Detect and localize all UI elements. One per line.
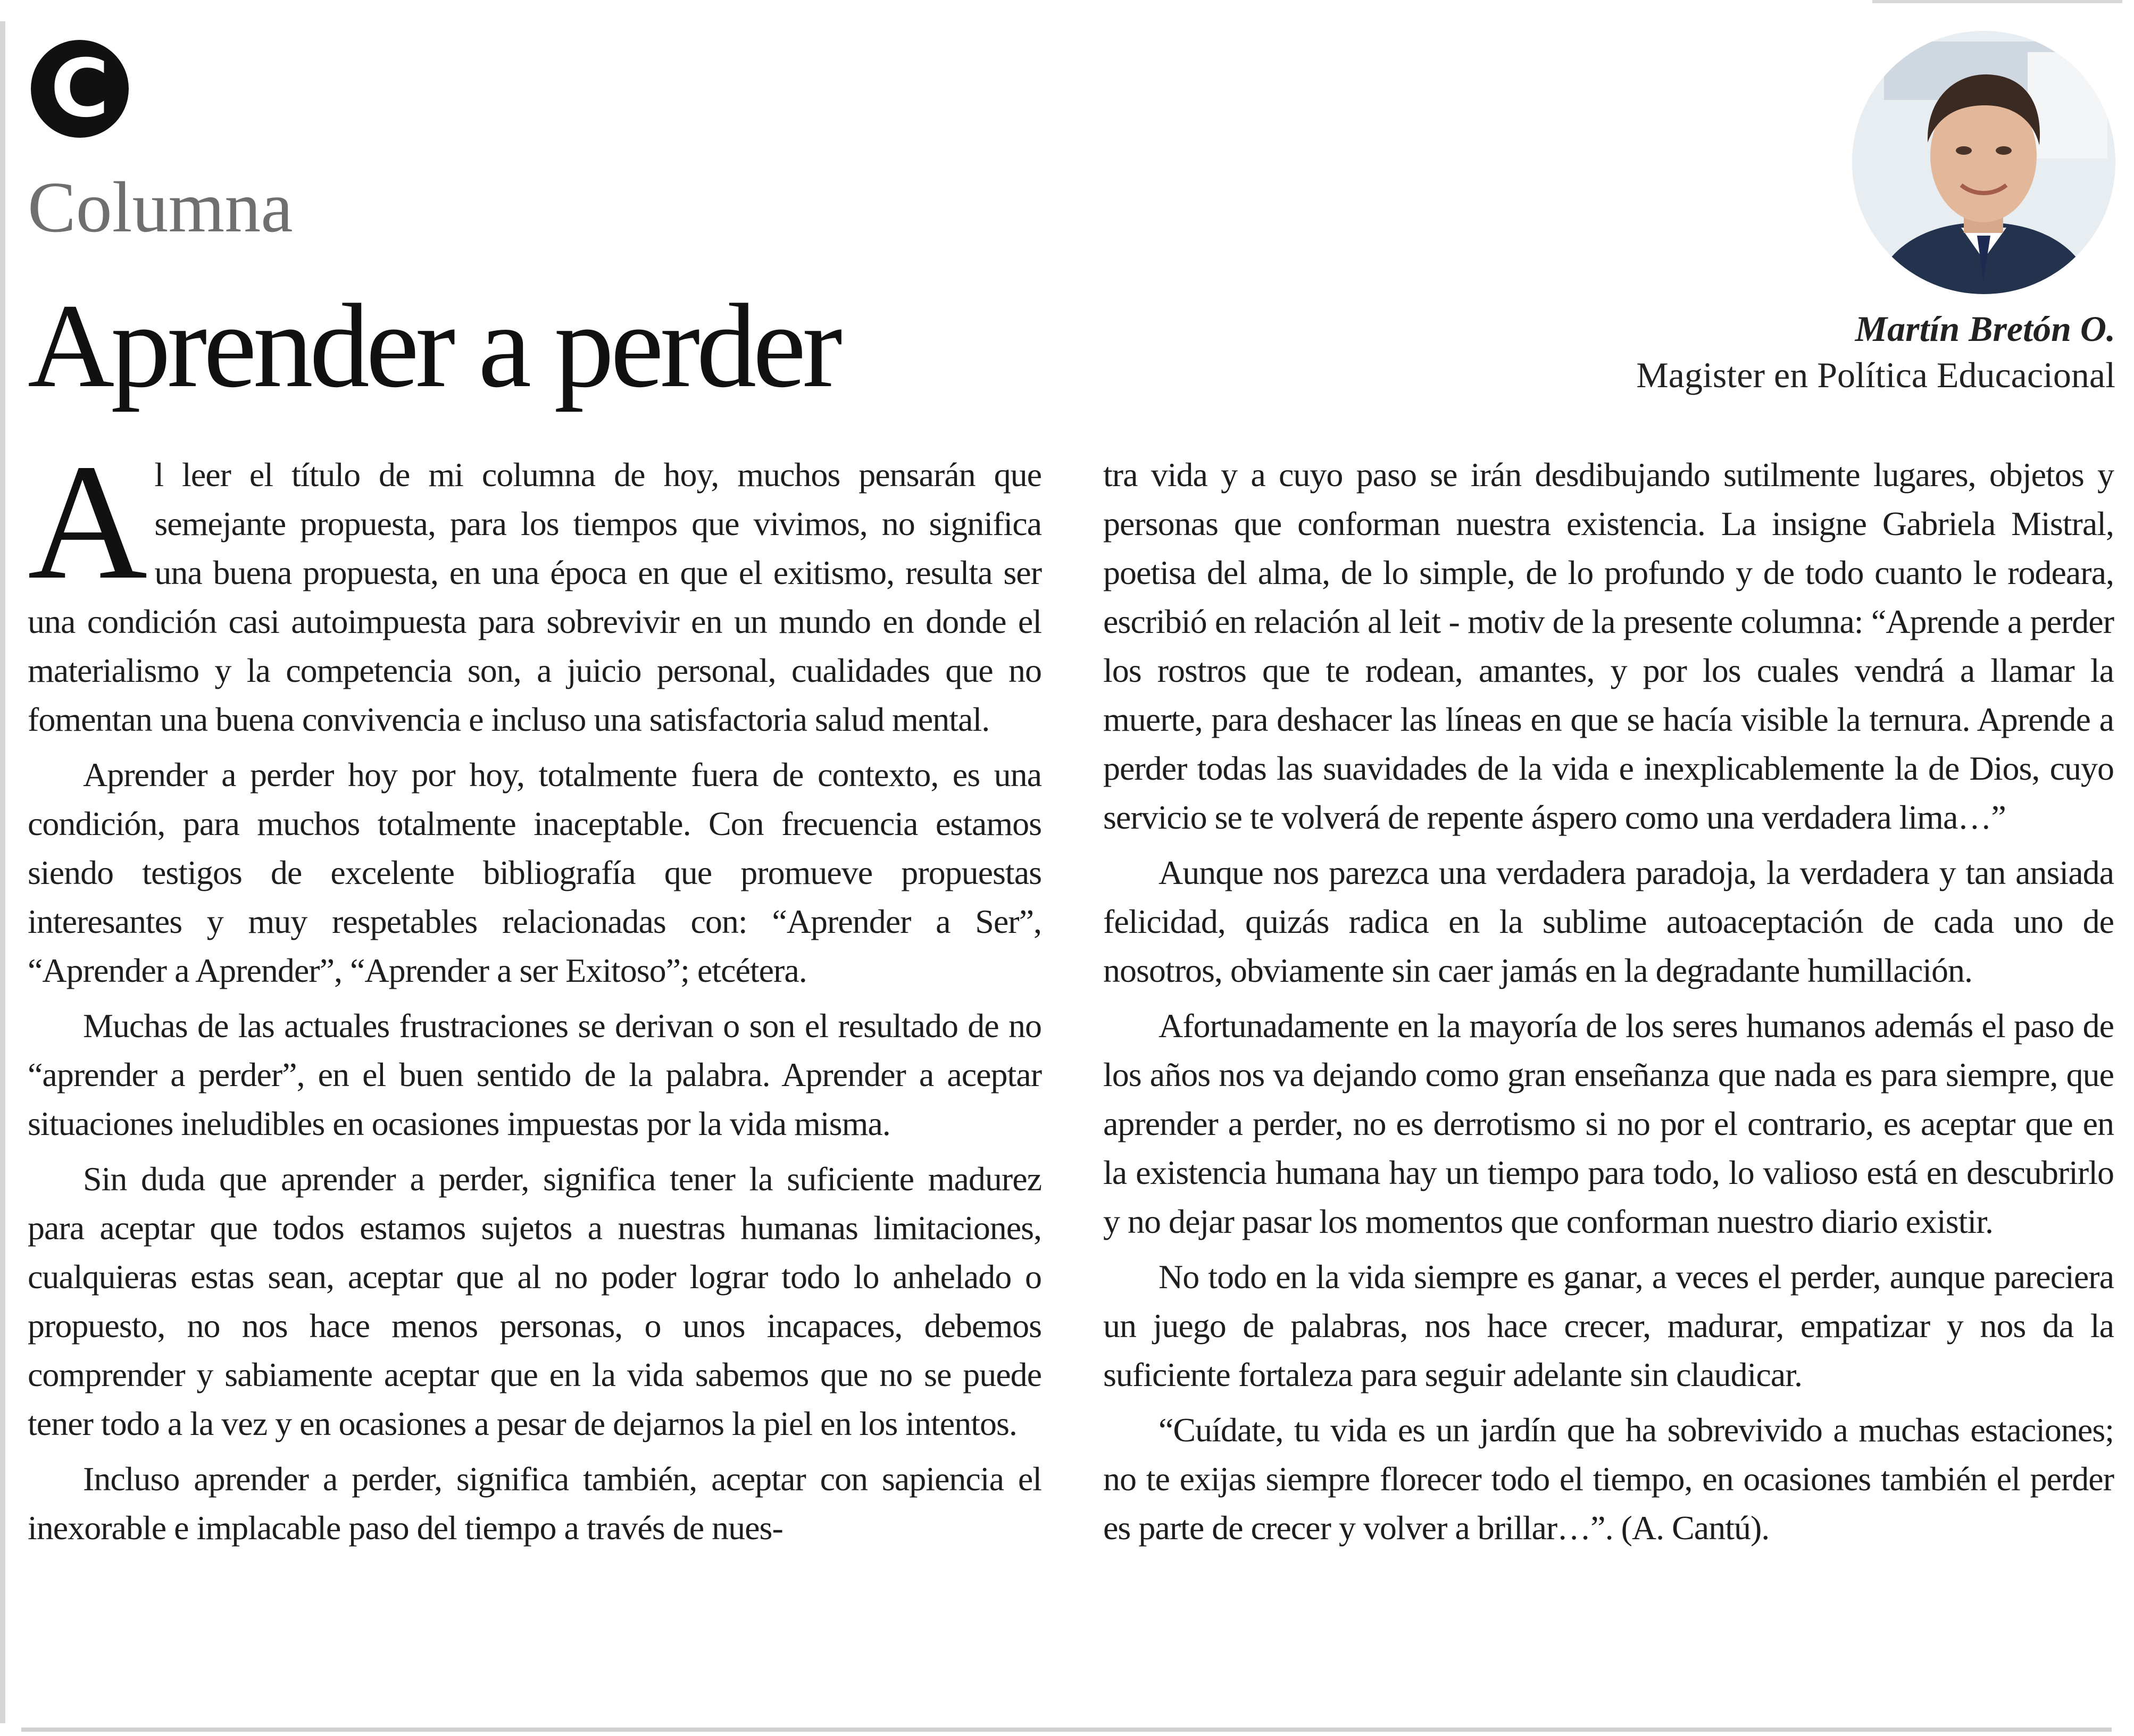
author-name: Martín Bretón O. [1855, 308, 2115, 349]
article-paragraph: Muchas de las actuales frustraciones se derivan o son el resultado de no “aprender a perder”, en el buen sentido de la palabra. Aprender a aceptar situaciones ineludibles en ocasiones impuestas por la vida misma. [28, 1007, 1041, 1142]
drop-cap: A [28, 430, 147, 614]
section-badge: C [31, 40, 129, 138]
article-column-right [1103, 450, 2114, 1559]
paragraph-text: l leer el título de mi columna de hoy, muchos pensarán que semejante propuesta, para los tiempos que vivimos, no significa una buena propuesta, en una época en que el exitismo, resulta ser una condición casi autoimpuesta para sobrevivir en un mundo en donde el materialismo y la competencia son, a juicio personal, cualidades que no fomentan una buena convivencia e incluso una satisfactoria salud mental. [28, 456, 1041, 738]
author-title: Magister en Política Educacional [1636, 355, 2115, 395]
article-paragraph [28, 430, 1041, 744]
article-paragraph: Afortunadamente en la mayoría de los seres humanos además el paso de los años nos va dejando como gran enseñanza que nada es para siempre, que aprender a perder, no es derrotismo si no por el contrario, es aceptar que en la existencia humana hay un tiempo para todo, lo valioso está en descubrirlo y no dejar pasar los momentos que conforman nuestro diario existir. [1103, 1007, 2114, 1240]
author-portrait-graphic [1852, 31, 2115, 294]
page-edge-top [1872, 0, 2122, 3]
section-label: Columna [28, 168, 293, 247]
article-paragraph: Incluso aprender a perder, significa también, aceptar con sapiencia el inexorable e implacable paso del tiempo a través de nues- [28, 1460, 1041, 1547]
article-headline: Aprender a perder [28, 279, 839, 412]
author-portrait-icon [1852, 31, 2115, 294]
page-edge-bottom [21, 1727, 2112, 1732]
page-edge-left [0, 21, 5, 1723]
article-paragraph: Aunque nos parezca una verdadera paradoja, la verdadera y tan ansiada felicidad, quizás radica en la sublime autoaceptación de cada uno de nosotros, obviamente sin caer jamás en la degradante humillación. [1103, 854, 2114, 989]
article-paragraph: Aprender a perder hoy por hoy, totalmente fuera de contexto, es una condición, para muchos totalmente inaceptable. Con frecuencia estamos siendo testigos de excelente bibliografía que promueve propuestas interesantes y muy respetables relacionadas con: “Aprender a Ser”, “Aprender a Aprender”, “Aprender a ser Exitoso”; etcétera. [28, 756, 1041, 989]
article-paragraph: “Cuídate, tu vida es un jardín que ha sobrevivido a muchas estaciones; no te exijas siempre florecer todo el tiempo, en ocasiones también el perder es parte de crecer y volver a brillar…”. (A. Cantú). [1103, 1411, 2114, 1547]
article-paragraph: tra vida y a cuyo paso se irán desdibujando sutilmente lugares, objetos y personas que conforman nuestra existencia. La insigne Gabriela Mistral, poetisa del alma, de lo simple, de lo profundo y de todo cuanto le rodeara, escribió en relación al leit - motiv de la presente columna: “Aprende a perder los rostros que te rodean, amantes, y por los cuales vendrá a llamar la muerte, para deshacer las líneas en que se hacía visible la ternura. Aprende a perder todas las suavidades de la vida e inexplicablemente la de Dios, cuyo servicio se te volverá de repente áspero como una verdadera lima…” [1103, 456, 2114, 836]
article-paragraph: No todo en la vida siempre es ganar, a veces el perder, aunque pareciera un juego de palabras, nos hace crecer, madurar, empatizar y nos da la suficiente fortaleza para seguir adelante sin claudicar. [1103, 1258, 2114, 1393]
article-column-left [28, 430, 1041, 1559]
article-paragraph: Sin duda que aprender a perder, significa tener la suficiente madurez para aceptar que todos estamos sujetos a nuestras humanas limitaciones, cualquieras estas sean, aceptar que al no poder lograr todo lo anhelado o propuesto, no nos hace menos personas, o unos incapaces, debemos comprender y sabiamente aceptar que en la vida sabemos que no se puede tener todo a la vez y en ocasiones a pesar de dejarnos la piel en los intentos. [28, 1160, 1041, 1442]
